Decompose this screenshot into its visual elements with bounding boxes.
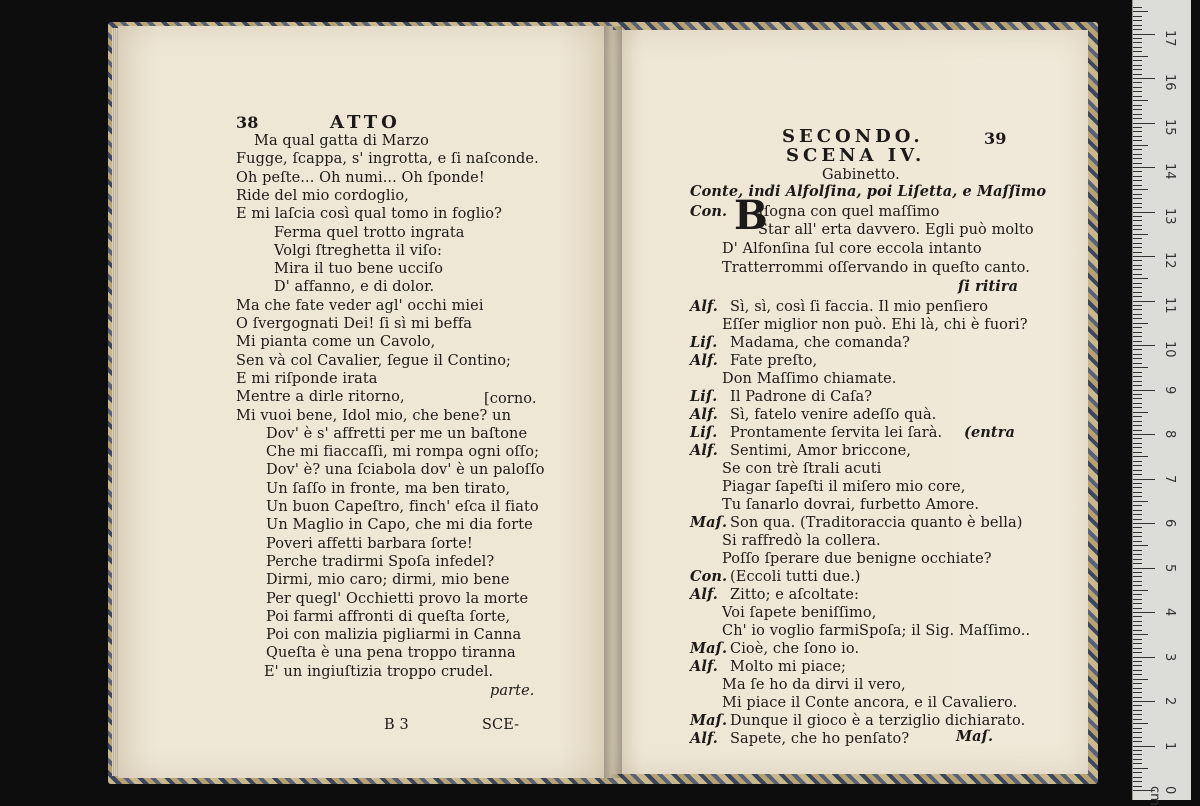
ruler-tick (1133, 438, 1142, 439)
ruler-tick (1133, 332, 1142, 333)
ruler-tick (1133, 741, 1142, 742)
ruler-tick (1133, 114, 1142, 115)
ruler-tick (1133, 487, 1142, 488)
ruler-tick (1133, 763, 1142, 764)
speaker-label: Alf. (690, 658, 718, 675)
ruler-tick (1133, 581, 1142, 582)
right-line: Mi piace il Conte ancora, e il Cavaliero. (722, 695, 1018, 711)
ruler-tick (1133, 136, 1142, 137)
ruler-label: 0 cm (1147, 786, 1177, 806)
ruler-tick (1133, 496, 1142, 497)
ruler-tick (1133, 701, 1155, 702)
scene-setting: Gabinetto. (822, 167, 900, 183)
ruler-tick (1133, 425, 1142, 426)
ruler-tick (1133, 683, 1142, 684)
ruler-tick (1133, 750, 1142, 751)
ruler-tick (1133, 140, 1142, 141)
speaker-label: Liſ. (690, 424, 718, 441)
ruler-tick (1133, 719, 1142, 720)
ruler-label: 12 (1162, 252, 1177, 269)
ruler-tick (1133, 737, 1142, 738)
ruler-tick (1133, 661, 1142, 662)
ruler-tick (1133, 20, 1142, 21)
ruler-tick (1133, 149, 1142, 150)
left-line: Dirmi, mio caro; dirmi, mio bene (266, 572, 510, 589)
ruler-tick (1133, 385, 1142, 386)
left-line: O ſvergognati Dei! ſi sì mi beffa (236, 316, 473, 332)
ruler-tick (1133, 723, 1148, 724)
ruler-tick (1133, 349, 1142, 350)
left-line: Volgi ſtreghetta il viſo: (274, 242, 443, 259)
ruler-label: 15 (1162, 118, 1177, 136)
left-line: Queſta è una pena troppo tiranna (266, 645, 516, 662)
ruler-label: 3 (1162, 652, 1177, 661)
ruler-tick (1133, 367, 1148, 368)
ruler-tick (1133, 670, 1142, 671)
left-line: Mentre a dirle ritorno, (236, 389, 405, 406)
ruler-tick (1133, 674, 1142, 675)
ruler-tick (1133, 754, 1142, 755)
ruler-tick (1133, 292, 1142, 293)
measurement-ruler (1132, 0, 1191, 806)
ruler-label: 11 (1162, 296, 1177, 314)
ruler-tick (1133, 657, 1155, 658)
ruler-tick (1133, 465, 1142, 466)
left-page (118, 26, 613, 778)
ruler-tick (1133, 154, 1142, 155)
ruler-tick (1133, 189, 1148, 190)
left-line: Fugge, ſcappa, s' ingrotta, e ſi naſconde. (236, 151, 539, 168)
ruler-tick (1133, 91, 1142, 92)
left-line: Poi farmi affronti di queſta ſorte, (266, 608, 511, 625)
ruler-tick (1133, 554, 1142, 555)
ruler-tick (1133, 590, 1148, 591)
ruler-label: 5 (1162, 563, 1177, 572)
left-line: Un buon Capeſtro, finch' eſca il fiato (266, 499, 539, 515)
left-line: Mira il tuo bene ucciſo (274, 261, 444, 278)
ruler-tick (1133, 625, 1142, 626)
ruler-tick (1133, 216, 1142, 217)
ruler-tick (1133, 109, 1142, 110)
ruler-tick (1133, 163, 1142, 164)
ruler-tick (1133, 65, 1142, 66)
ruler-tick (1133, 87, 1142, 88)
right-catchword: Maſ. (956, 728, 994, 745)
right-line: Il Padrone di Caſa? (730, 389, 873, 405)
stage-direction-parte: parte. (490, 683, 535, 699)
ruler-tick (1133, 256, 1155, 257)
ruler-tick (1133, 42, 1142, 43)
left-line: Poi con malizia pigliarmi in Canna (266, 627, 522, 644)
ruler-tick (1133, 523, 1155, 524)
ruler-tick (1133, 443, 1142, 444)
left-page-number: 38 (236, 113, 259, 132)
ruler-tick (1133, 176, 1142, 177)
ruler-tick (1133, 29, 1142, 30)
right-line: Zitto; e aſcoltate: (730, 587, 859, 603)
ruler-tick (1133, 265, 1142, 266)
ruler-tick (1133, 594, 1142, 595)
ruler-tick (1133, 287, 1142, 288)
ruler-tick (1133, 96, 1142, 97)
ruler-tick (1133, 648, 1142, 649)
ruler-tick (1133, 599, 1142, 600)
ruler-tick (1133, 728, 1142, 729)
ruler-tick (1133, 180, 1142, 181)
ruler-tick (1133, 158, 1142, 159)
ruler-tick (1133, 492, 1142, 493)
ruler-tick (1133, 608, 1142, 609)
ruler-tick (1133, 118, 1142, 119)
speaker-label: Liſ. (690, 334, 718, 351)
left-line: D' affanno, e di dolor. (274, 279, 435, 296)
stage-direction-entra: (entra (964, 424, 1015, 441)
ruler-tick (1133, 278, 1148, 279)
right-line: Piagar ſapeſti il miſero mio core, (722, 479, 966, 495)
speaker-label: Maſ. (690, 514, 728, 531)
ruler-tick (1133, 171, 1142, 172)
ruler-tick (1133, 252, 1142, 253)
speaker-label: Alf. (690, 352, 718, 369)
ruler-tick (1133, 203, 1142, 204)
left-line: Ma che fate veder agl' occhi miei (236, 297, 484, 314)
ruler-tick (1133, 229, 1142, 230)
ruler-label: 13 (1162, 207, 1177, 225)
signature-mark: B 3 (384, 717, 409, 733)
ruler-tick (1133, 225, 1142, 226)
right-page (612, 30, 1088, 774)
ruler-tick (1133, 643, 1142, 644)
ruler-tick (1133, 710, 1142, 711)
ruler-tick (1133, 38, 1142, 39)
left-line: Oh peſte... Oh numi... Oh ſponde! (236, 169, 485, 186)
ruler-tick (1133, 34, 1155, 35)
ruler-tick (1133, 16, 1142, 17)
ruler-tick (1133, 123, 1155, 124)
right-line: Molto mi piace; (730, 659, 847, 675)
ruler-label: 6 (1162, 519, 1177, 528)
ruler-tick (1133, 198, 1142, 199)
left-line: Mi pianta come un Cavolo, (236, 334, 436, 351)
right-line: Eſſer miglior non può. Ehi là, chi è fuori? (722, 317, 1028, 333)
ruler-tick (1133, 576, 1142, 577)
ruler-tick (1133, 714, 1142, 715)
ruler-tick (1133, 323, 1148, 324)
left-line: Che mi fiaccaſſi, mi rompa ogni oſſo; (266, 444, 540, 461)
right-line: Sì, sì, così ſi faccia. Il mio penſiero (730, 299, 989, 315)
ruler-tick (1133, 568, 1155, 569)
ruler-tick (1133, 679, 1148, 680)
ruler-tick (1133, 381, 1142, 382)
ruler-tick (1133, 781, 1142, 782)
ruler-tick (1133, 652, 1142, 653)
ruler-tick (1133, 105, 1142, 106)
stage-direction-si-ritira: ſi ritira (958, 278, 1019, 295)
speaker-label: Alf. (690, 442, 718, 459)
ruler-label: 1 (1162, 741, 1177, 750)
ruler-tick (1133, 430, 1142, 431)
ruler-tick (1133, 212, 1155, 213)
right-line: Sì, fatelo venire adeſſo quà. (730, 407, 937, 423)
ruler-label: 16 (1162, 74, 1177, 91)
ruler-tick (1133, 447, 1142, 448)
speaker-label: Alf. (690, 586, 718, 603)
ruler-tick (1133, 732, 1142, 733)
ruler-tick (1133, 692, 1142, 693)
speaker-label: Alf. (690, 298, 718, 315)
drop-cap: B (734, 192, 768, 239)
left-line: Un ſaſſo in fronte, ma ben tirato, (266, 480, 511, 497)
ruler-tick (1133, 412, 1148, 413)
ruler-tick (1133, 74, 1142, 75)
left-line: Ride del mio cordoglio, (236, 187, 409, 204)
ruler-tick (1133, 167, 1155, 168)
ruler-tick (1133, 274, 1142, 275)
left-line: Sen và col Cavalier, ſegue il Contino; (236, 352, 512, 369)
ruler-tick (1133, 612, 1155, 613)
ruler-tick (1133, 207, 1142, 208)
ruler-tick (1133, 390, 1155, 391)
ruler-tick (1133, 461, 1142, 462)
ruler-tick (1133, 634, 1148, 635)
ruler-tick (1133, 131, 1142, 132)
ruler-label: 9 (1162, 385, 1177, 394)
ruler-tick (1133, 47, 1142, 48)
con-line-4: Tratterrommi oſſervando in queſto canto. (722, 260, 1030, 276)
ruler-tick (1133, 514, 1142, 515)
ruler-tick (1133, 69, 1142, 70)
ruler-tick (1133, 697, 1142, 698)
ruler-tick (1133, 243, 1142, 244)
ruler-tick (1133, 260, 1142, 261)
ruler-label: 7 (1162, 474, 1177, 483)
right-line: Tu ſanarlo dovrai, furbetto Amore. (722, 497, 980, 513)
ruler-tick (1133, 479, 1155, 480)
ruler-label: 8 (1162, 430, 1177, 439)
right-line: Don Maſſimo chiamate. (722, 371, 897, 387)
ruler-tick (1133, 358, 1142, 359)
ruler-tick (1133, 269, 1142, 270)
ruler-tick (1133, 301, 1155, 302)
ruler-tick (1133, 11, 1148, 12)
ruler-tick (1133, 336, 1142, 337)
right-line: Son qua. (Traditoraccia quanto è bella) (730, 515, 1023, 531)
ruler-tick (1133, 572, 1142, 573)
ruler-tick (1133, 474, 1142, 475)
ruler-tick (1133, 470, 1142, 471)
ruler-label: 14 (1162, 163, 1177, 180)
speaker-label: Alf. (690, 730, 718, 747)
ruler-tick (1133, 510, 1142, 511)
ruler-tick (1133, 51, 1142, 52)
ruler-tick (1133, 194, 1142, 195)
speaker-con: Con. (690, 203, 728, 220)
right-line: Fate preſto, (730, 353, 818, 369)
ruler-tick (1133, 82, 1142, 83)
speaker-label: Maſ. (690, 640, 728, 657)
ruler-tick (1133, 318, 1142, 319)
ruler-tick (1133, 434, 1155, 435)
right-running-head: SECONDO. (782, 126, 924, 147)
con-line-1: Iſogna con quel maſſimo (758, 204, 940, 220)
ruler-tick (1133, 563, 1142, 564)
ruler-tick (1133, 314, 1142, 315)
ruler-label: 4 (1162, 608, 1177, 617)
right-line: (Eccoli tutti due.) (730, 569, 861, 585)
speaker-label: Maſ. (690, 712, 728, 729)
ruler-tick (1133, 407, 1142, 408)
ruler-tick (1133, 309, 1142, 310)
ruler-label: 17 (1162, 29, 1177, 47)
right-line: Dunque il gioco è a terziglio dichiarato. (730, 713, 1026, 729)
ruler-tick (1133, 505, 1142, 506)
right-line: Madama, che comanda? (730, 335, 910, 351)
speaker-label: Liſ. (690, 388, 718, 405)
ruler-tick (1133, 768, 1148, 769)
ruler-tick (1133, 545, 1148, 546)
ruler-tick (1133, 100, 1148, 101)
catchword: SCE- (482, 717, 520, 733)
ruler-tick (1133, 746, 1155, 747)
ruler-tick (1133, 305, 1142, 306)
ruler-tick (1133, 519, 1142, 520)
right-line: Si raffredò la collera. (722, 533, 881, 549)
ruler-tick (1133, 585, 1142, 586)
ruler-tick (1133, 772, 1142, 773)
ruler-tick (1133, 403, 1142, 404)
ruler-tick (1133, 145, 1148, 146)
ruler-tick (1133, 345, 1155, 346)
ruler-tick (1133, 541, 1142, 542)
ruler-tick (1133, 234, 1148, 235)
book-gutter (604, 26, 622, 778)
right-page-number: 39 (984, 129, 1007, 148)
left-line: Dov' è? una ſciabola dov' è un paloſſo (266, 462, 545, 479)
ruler-tick (1133, 56, 1148, 57)
right-line: Ch' io voglio farmiSpoſa; il Sig. Maſſimo.. (722, 623, 1031, 639)
right-line: Prontamente ſervita lei ſarà. (730, 425, 943, 441)
left-line: Un Maglio in Capo, che mi dia forte (266, 517, 533, 534)
ruler-tick (1133, 372, 1142, 373)
ruler-label: 10 (1162, 341, 1177, 358)
left-line: Dov' è s' affretti per me un baſtone (266, 425, 528, 442)
ruler-tick (1133, 363, 1142, 364)
ruler-tick (1133, 220, 1142, 221)
con-line-2: Star all' erta davvero. Egli può molto (758, 222, 1034, 238)
right-line: Cioè, che ſono io. (730, 641, 860, 657)
speaker-label: Con. (690, 568, 728, 585)
ruler-tick (1133, 60, 1142, 61)
ruler-tick (1133, 759, 1142, 760)
con-line-3: D' Alfonſina ſul core eccola intanto (722, 241, 982, 257)
ruler-tick (1133, 501, 1148, 502)
ruler-tick (1133, 705, 1142, 706)
right-line: Ma ſe ho da dirvi il vero, (722, 677, 906, 693)
character-list: Conte, indi Alfolſina, poi Liſetta, e Maſſimo (690, 183, 1047, 200)
right-line: Voi ſapete beniſſimo, (722, 605, 877, 621)
left-line: Poveri affetti barbara ſorte! (266, 535, 473, 552)
ruler-tick (1133, 78, 1155, 79)
ruler-tick (1133, 527, 1142, 528)
speaker-label: Alf. (690, 406, 718, 423)
ruler-tick (1133, 630, 1142, 631)
ruler-tick (1133, 185, 1142, 186)
ruler-tick (1133, 456, 1148, 457)
ruler-tick (1133, 665, 1142, 666)
ruler-tick (1133, 341, 1142, 342)
ruler-tick (1133, 777, 1142, 778)
ruler-tick (1133, 283, 1142, 284)
ruler-tick (1133, 536, 1142, 537)
left-line: Ferma quel trotto ingrata (274, 224, 465, 241)
ruler-tick (1133, 639, 1142, 640)
ruler-tick (1133, 532, 1142, 533)
ruler-tick (1133, 354, 1142, 355)
left-running-head: ATTO (330, 112, 401, 133)
ruler-tick (1133, 452, 1142, 453)
ruler-tick (1133, 483, 1142, 484)
ruler-tick (1133, 398, 1142, 399)
ruler-tick (1133, 559, 1142, 560)
left-line: E mi riſponde irata (236, 370, 378, 387)
right-line: Sapete, che ho penſato? (730, 731, 910, 747)
ruler-tick (1133, 394, 1142, 395)
ruler-tick (1133, 247, 1142, 248)
scene-heading: SCENA IV. (786, 145, 926, 166)
ruler-tick (1133, 421, 1142, 422)
ruler-tick (1133, 786, 1142, 787)
left-line: Per quegl' Occhietti provo la morte (266, 590, 529, 607)
ruler-tick (1133, 688, 1142, 689)
ruler-tick (1133, 296, 1142, 297)
left-line: Mi vuoi bene, Idol mio, che bene? un (236, 407, 512, 424)
ruler-tick (1133, 621, 1142, 622)
ruler-label: 2 (1162, 697, 1177, 706)
ruler-tick (1133, 127, 1142, 128)
left-line: E mi laſcia così qual tomo in foglio? (236, 206, 502, 223)
right-line: Sentimi, Amor briccone, (730, 443, 912, 459)
left-line: Perche tradirmi Spoſa infedel? (266, 553, 495, 570)
left-line: Ma qual gatta di Marzo (254, 133, 429, 149)
ruler-tick (1133, 25, 1142, 26)
ruler-tick (1133, 616, 1142, 617)
ruler-tick (1133, 416, 1142, 417)
ruler-tick (1133, 327, 1142, 328)
ruler-tick (1133, 238, 1142, 239)
right-line: Poſſo ſperare due benigne occhiate? (722, 551, 992, 567)
corno-continuation: [corno. (484, 391, 537, 407)
ruler-tick (1133, 550, 1142, 551)
right-line: Se con trè ſtrali acuti (722, 461, 882, 477)
ruler-tick (1133, 376, 1142, 377)
ruler-tick (1133, 603, 1142, 604)
ruler-tick (1133, 7, 1142, 8)
left-line: E' un ingiuſtizia troppo crudel. (264, 663, 494, 680)
